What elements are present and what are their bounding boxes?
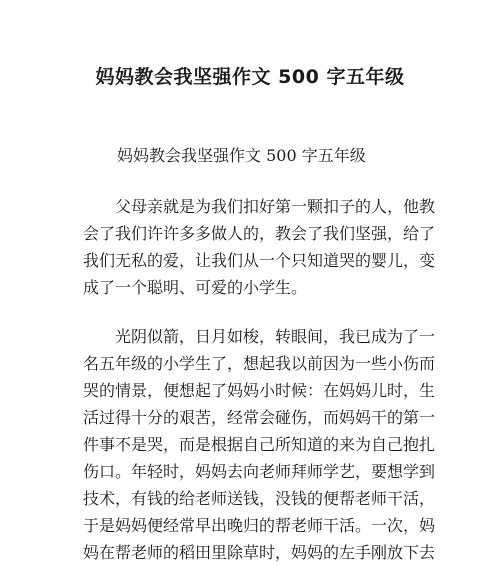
paragraph-line: 名五年级的小学生了，想起我以前因为一些小伤而: [83, 354, 436, 373]
paragraph-line: 会了我们许许多多做人的，教会了我们坚强，给了: [83, 224, 436, 243]
paragraph-line: 妈在帮老师的稻田里除草时，妈妈的左手刚放下去: [83, 543, 436, 562]
paragraph-line: 光阴似箭，日月如梭，转眼间，我已成为了一: [115, 327, 436, 346]
paragraph-line: 父母亲就是为我们扣好第一颗扣子的人，他教: [115, 197, 436, 216]
paragraph-line: 哭的情景，便想起了妈妈小时候：在妈妈儿时，生: [83, 381, 436, 400]
document-title: 妈妈教会我坚强作文 500 字五年级: [95, 66, 405, 88]
paragraph-line: 件事不是哭，而是根据自己所知道的来为自己抱扎: [83, 435, 436, 454]
paragraph-line: 活过得十分的艰苦，经常会碰伤，而妈妈干的第一: [83, 408, 436, 427]
paragraph-line: 我们无私的爱，让我们从一个只知道哭的婴儿，变: [83, 251, 436, 270]
document-subtitle: 妈妈教会我坚强作文 500 字五年级: [117, 146, 366, 165]
paragraph-line: 成了一个聪明、可爱的小学生。: [83, 278, 308, 297]
paragraph-2: [83, 323, 436, 565]
paragraph-line: 技术，有钱的给老师送钱，没钱的便帮老师干活，: [83, 489, 436, 508]
paragraph-1: [83, 193, 436, 301]
paragraph-line: 伤口。年轻时，妈妈去向老师拜师学艺，要想学到: [83, 462, 436, 481]
paragraph-line: 于是妈妈便经常早出晚归的帮老师干活。一次，妈: [83, 516, 436, 535]
